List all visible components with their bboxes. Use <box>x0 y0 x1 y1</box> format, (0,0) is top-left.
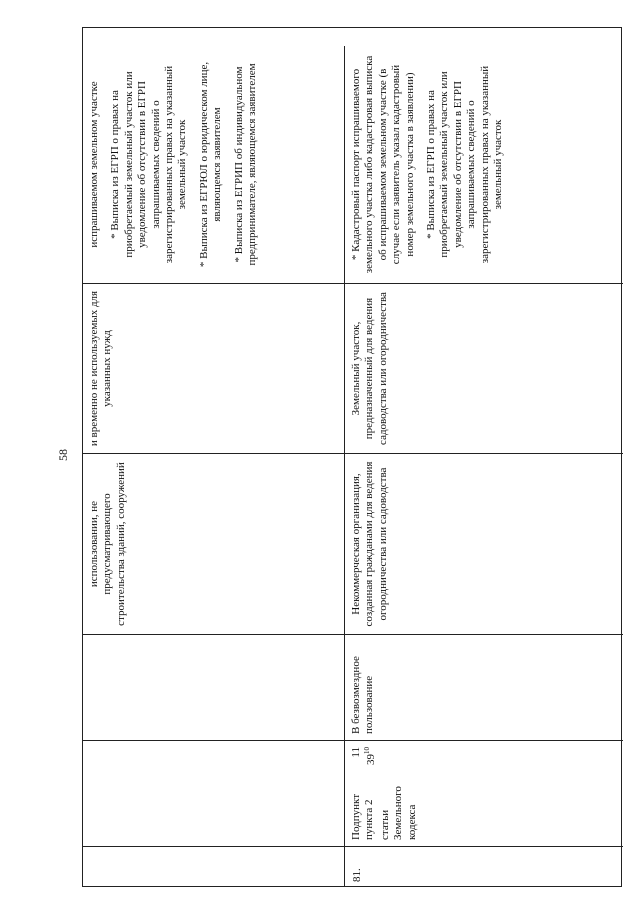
cell-right-type: В безвозмездное пользование <box>345 634 623 740</box>
document-item: * Кадастровый паспорт испрашиваемого земельного участка либо кадастровая выписка об испрашиваемом земельном участке (в случае если заявитель указал кадастровый номер земельного участка в заявлении) <box>350 55 416 274</box>
cell-land-plot: Земельный участок, предназначенный для ведения садоводства или огородничества <box>345 283 623 453</box>
article-line: Земельного <box>392 786 405 840</box>
cell-article-continued <box>83 740 345 846</box>
document-item: * Выписка из ЕГРП о правах на приобретаемый земельный участок или уведомление об отсутствии в ЕГРП запрашиваемых сведений о зарегистрированных правах на указанный земельный участок <box>425 65 505 264</box>
page-number: 58 <box>56 449 70 461</box>
cell-land-plot-continued: и временно не используемых для указанных нужд <box>83 283 345 453</box>
cell-documents-continued <box>83 46 345 283</box>
article-line: Подпункт <box>350 793 362 840</box>
article-line: кодекса <box>405 804 418 840</box>
cell-row-number: 81. <box>345 846 623 886</box>
document-item: * Выписка из ЕГРИП об индивидуальном предпринимателе, являющемся заявителем <box>232 63 259 266</box>
article-number: $39^{10}$ <box>363 747 378 765</box>
article-header <box>350 747 363 840</box>
cell-row-number-continued <box>83 846 345 886</box>
article-line: пункта 2 <box>363 799 376 840</box>
document-item: * Выписка из ЕГРЮЛ о юридическом лице, являющемся заявителем <box>197 61 224 268</box>
article-line: статьи <box>378 809 391 840</box>
article-item-number: 11 <box>350 747 362 758</box>
cell-right-type-continued <box>83 634 345 740</box>
cell-person-continued: использовании, не предусматривающего строительства зданий, сооружений <box>83 453 345 634</box>
cell-documents <box>345 46 623 283</box>
cell-article <box>345 740 623 846</box>
cell-person: Некоммерческая организация, созданная гражданами для ведения огородничества или садоводства <box>345 453 623 634</box>
rotated-page-content <box>82 27 622 887</box>
land-rights-table <box>82 27 622 887</box>
document-item: * Выписка из ЕГРП о правах на приобретаемый земельный участок или уведомление об отсутствии в ЕГРП запрашиваемых сведений о зарегистрированных правах на указанный земельный участок <box>109 65 189 264</box>
document-item: испрашиваемом земельном участке <box>88 81 100 248</box>
article-header-2 <box>363 747 378 840</box>
